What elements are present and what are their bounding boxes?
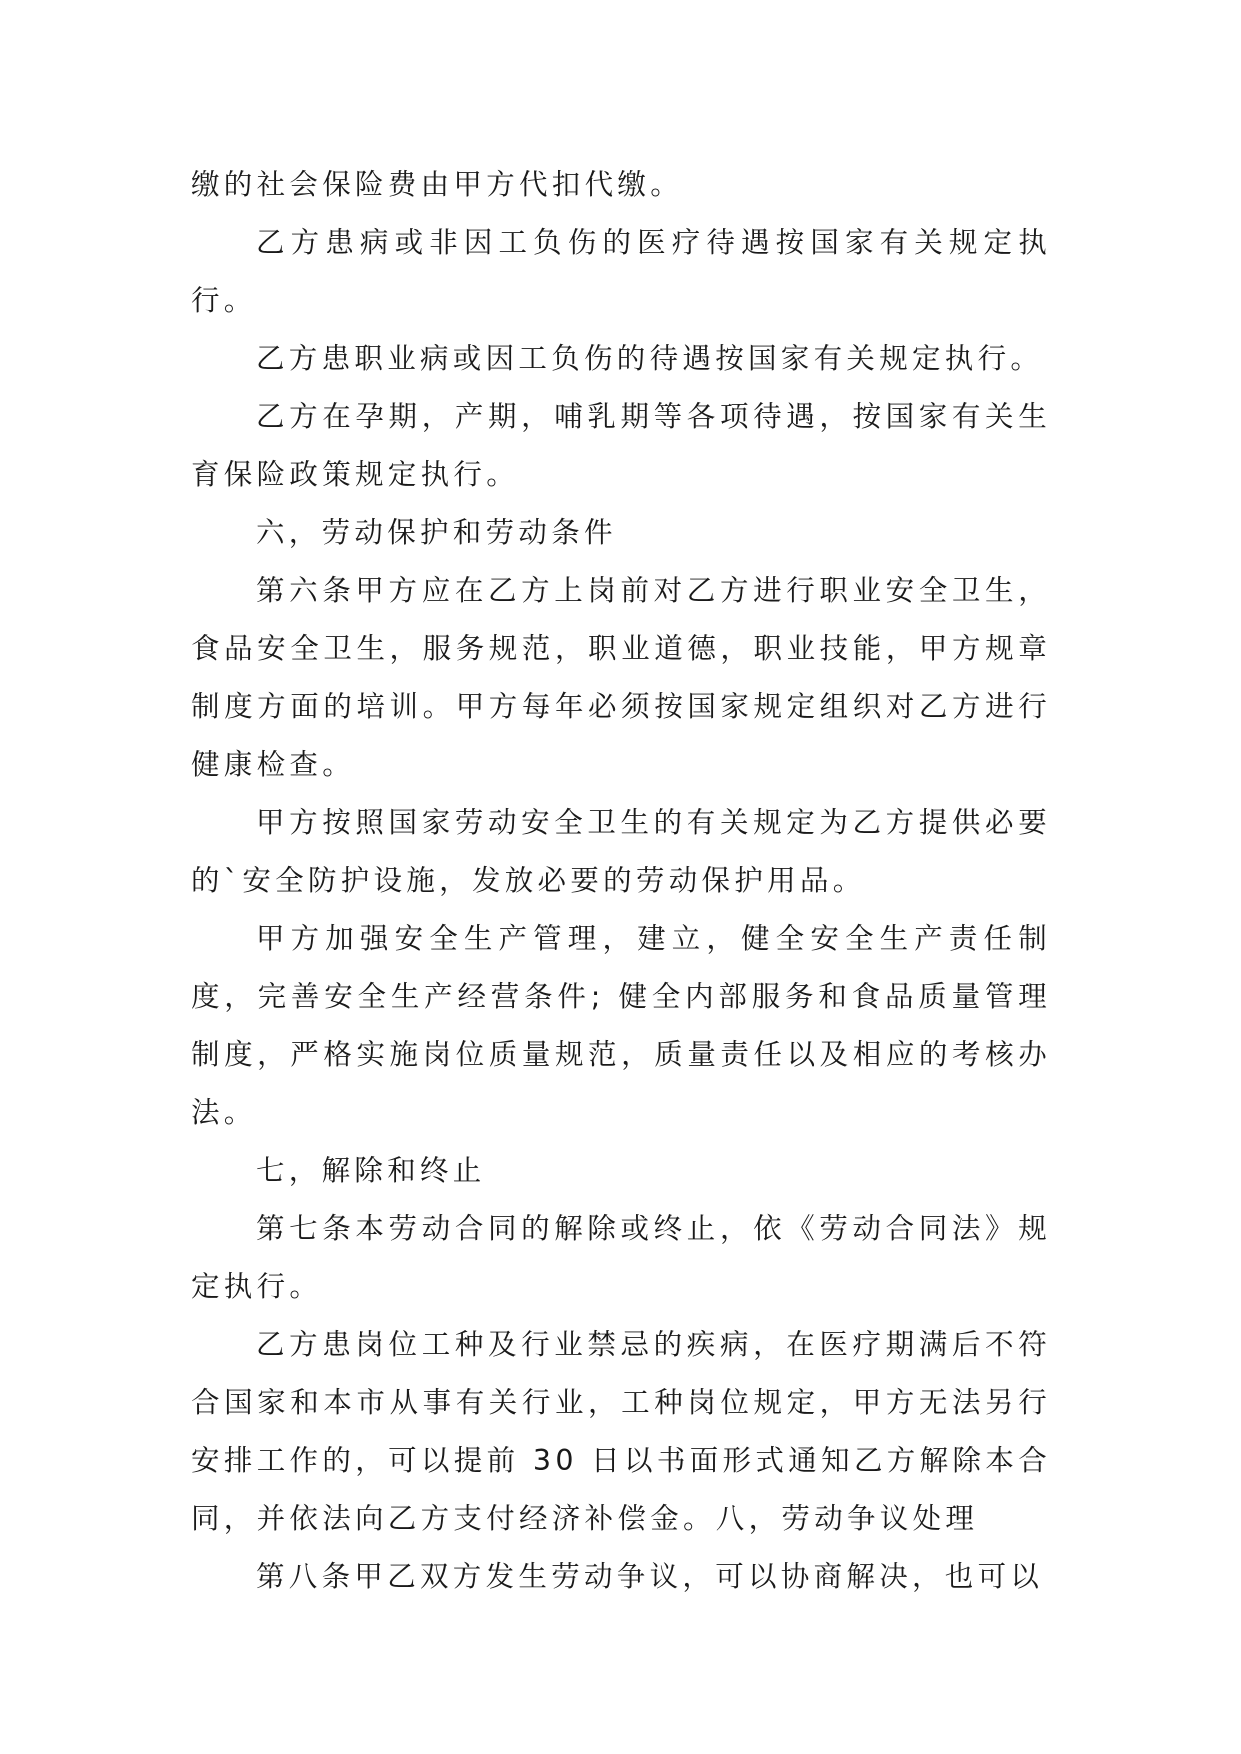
paragraph-safety-equipment: 甲方按照国家劳动安全卫生的有关规定为乙方提供必要的`安全防护设施，发放必要的劳动保护用品。 bbox=[191, 806, 1051, 897]
paragraph-occupational-disease: 乙方患职业病或因工负伤的待遇按国家有关规定执行。 bbox=[256, 342, 1044, 375]
paragraph-article-7: 第七条本劳动合同的解除或终止，依《劳动合同法》规定执行。 bbox=[191, 1212, 1051, 1303]
document-body bbox=[191, 156, 1051, 1606]
paragraph-occupational-taboo: 乙方患岗位工种及行业禁忌的疾病，在医疗期满后不符合国家和本市从事有关行业，工种岗位规定，甲方无法另行安排工作的，可以提前 30 日以书面形式通知乙方解除本合同，并依法向乙方支付经济补偿金。八，劳动争议处理 bbox=[191, 1328, 1051, 1535]
paragraph-article-8-dispute: 第八条甲乙双方发生劳动争议，可以协商解决，也可以 bbox=[256, 1560, 1044, 1593]
paragraph-social-insurance-tail: 缴的社会保险费由甲方代扣代缴。 bbox=[191, 168, 684, 201]
paragraph-safety-management: 甲方加强安全生产管理，建立，健全安全生产责任制度，完善安全生产经营条件; 健全内部服务和食品质量管理制度，严格实施岗位质量规范，质量责任以及相应的考核办法。 bbox=[191, 922, 1051, 1129]
section-heading-labor-protection: 六，劳动保护和劳动条件 bbox=[256, 516, 617, 549]
paragraph-article-6-training: 第六条甲方应在乙方上岗前对乙方进行职业安全卫生，食品安全卫生，服务规范，职业道德，职业技能，甲方规章制度方面的培训。甲方每年必须按国家规定组织对乙方进行健康检查。 bbox=[191, 574, 1051, 781]
section-heading-termination: 七，解除和终止 bbox=[256, 1154, 486, 1187]
paragraph-maternity: 乙方在孕期，产期，哺乳期等各项待遇，按国家有关生育保险政策规定执行。 bbox=[191, 400, 1051, 491]
paragraph-illness-treatment: 乙方患病或非因工负伤的医疗待遇按国家有关规定执行。 bbox=[191, 226, 1051, 317]
